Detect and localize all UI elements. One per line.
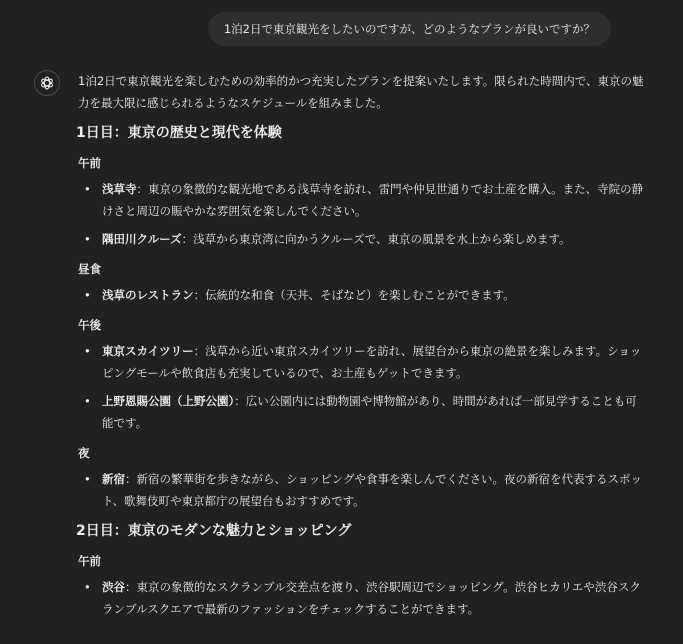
item-text: ：東京の象徴的な観光地である浅草寺を訪れ、雷門や仲見世通りでお土産を購入。また、寺院の静けさと周辺の賑やかな雰囲気を楽しんでください。 — [102, 182, 644, 218]
item-title: 渋谷 — [102, 580, 125, 594]
item-text: ：広い公園内には動物園や博物館があり、時間があれば一部見学することも可能です。 — [102, 394, 637, 430]
item-text: ：伝統的な和食（天丼、そばなど）を楽しむことができます。 — [193, 288, 515, 302]
item-text: ：浅草から東京湾に向かうクルーズで、東京の風景を水上から楽しめます。 — [181, 232, 571, 246]
list-item — [102, 390, 644, 434]
assistant-avatar — [34, 70, 60, 96]
openai-logo-icon — [39, 75, 55, 91]
list-item — [102, 228, 644, 250]
day1-night-label: 夜 — [78, 446, 90, 460]
item-title: 浅草のレストラン — [102, 288, 194, 302]
list-item — [102, 468, 644, 512]
user-message-bubble: 1泊2日で東京観光をしたいのですが、どのようなプランが良いですか？ — [208, 12, 611, 46]
list-item — [102, 284, 644, 306]
day1-afternoon-list — [78, 340, 644, 434]
intro-paragraph: 1泊2日で東京観光を楽しむための効率的かつ充実したプランを提案いたします。限られた時間内で、東京の魅力を最大限に感じられるようなスケジュールを組みました。 — [78, 74, 644, 110]
day2-heading: 2日目：東京のモダンな魅力とショッピング — [76, 523, 352, 539]
day1-heading: 1日目：東京の歴史と現代を体験 — [76, 125, 282, 141]
item-title: 浅草寺 — [102, 182, 137, 196]
day2-morning-list — [78, 576, 644, 620]
item-title: 東京スカイツリー — [102, 344, 194, 358]
assistant-content — [78, 70, 644, 620]
list-item — [102, 340, 644, 384]
list-item — [102, 178, 644, 222]
day1-lunch-list — [78, 284, 644, 306]
day1-afternoon-label: 午後 — [78, 318, 101, 332]
item-title: 隅田川クルーズ — [102, 232, 182, 246]
day1-night-list — [78, 468, 644, 512]
item-text: ：東京の象徴的なスクランブル交差点を渡り、渋谷駅周辺でショッピング。渋谷ヒカリエや渋谷スクランブルスクエアで最新のファッションをチェックすることができます。 — [102, 580, 641, 616]
item-title: 上野恩賜公園（上野公園） — [102, 394, 235, 408]
day1-morning-label: 午前 — [78, 156, 101, 170]
day1-lunch-label: 昼食 — [78, 262, 101, 276]
item-text: ：浅草から近い東京スカイツリーを訪れ、展望台から東京の絶景を楽しみます。ショッピングモールや飲食店も充実しているので、お土産もゲットできます。 — [102, 344, 642, 380]
list-item — [102, 576, 644, 620]
item-title: 新宿 — [102, 472, 125, 486]
assistant-message — [34, 70, 644, 628]
day2-morning-label: 午前 — [78, 554, 101, 568]
item-text: ：新宿の繁華街を歩きながら、ショッピングや食事を楽しんでください。夜の新宿を代表するスポット、歌舞伎町や東京都庁の展望台もおすすめです。 — [102, 472, 643, 508]
day1-morning-list — [78, 178, 644, 250]
